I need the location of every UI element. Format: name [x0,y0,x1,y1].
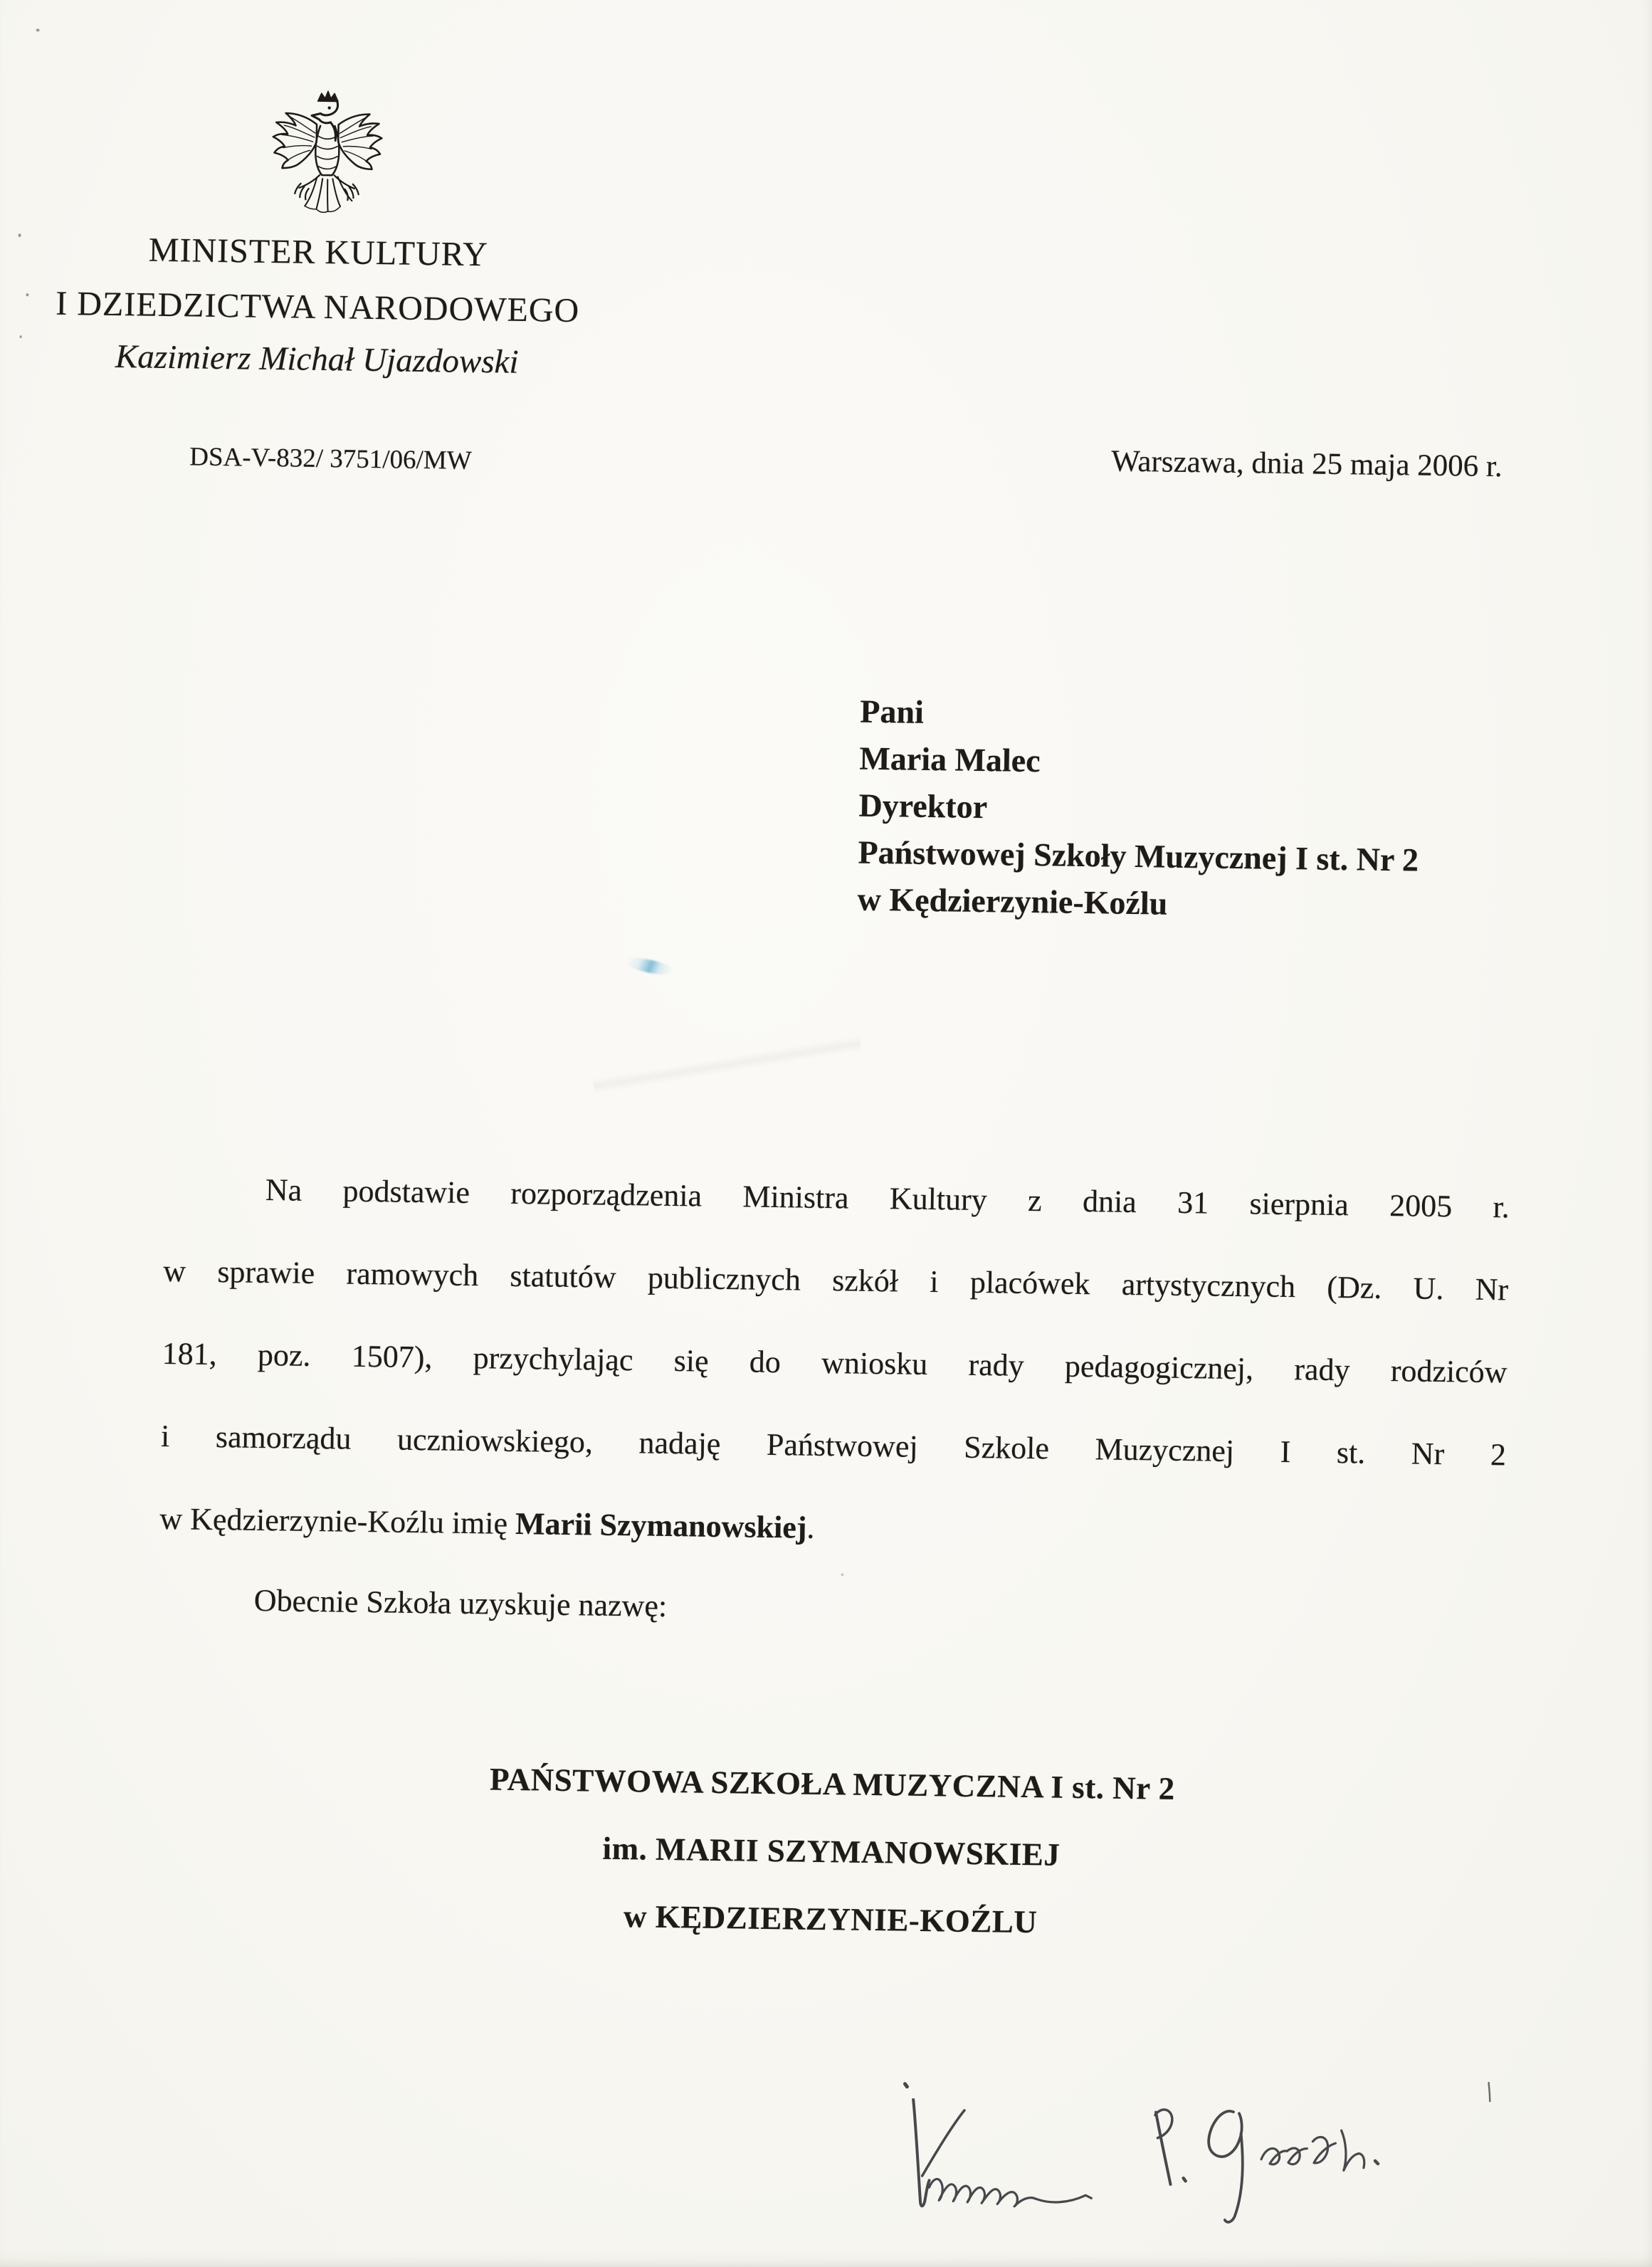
minister-title-line1: MINISTER KULTURY [148,231,489,274]
dateline: Warszawa, dnia 25 maja 2006 r. [1111,444,1503,484]
minister-title-line2: I DZIEDZICTWA NARODOWEGO [55,284,580,330]
body-paragraph-1 [159,1147,1510,1579]
paper-crease [590,1024,863,1106]
dust-speck [20,335,22,338]
school-name-line: im. MARII SZYMANOWSKIEJ [602,1830,1061,1873]
body-line: Na podstawie rozporządzenia Ministra Kultury z dnia 31 sierpnia 2005 r. [265,1172,1510,1225]
letterhead [45,221,591,389]
dust-speck [26,293,28,296]
handwritten-signature [875,2060,1504,2246]
ink-smudge [624,955,675,978]
school-name-line: w KĘDZIERZYNIE-KOŹLU [623,1898,1038,1940]
body-line: w sprawie ramowych statutów publicznych szkół i placówek artystycznych (Dz. U. Nr [162,1253,1509,1308]
body-paragraph-2: Obecnie Szkoła uzyskuje nazwę: [253,1582,668,1624]
recipient-line: Państwowej Szkoły Muzycznej I st. Nr 2 [858,833,1419,878]
recipient-line: Dyrektor [858,787,988,826]
minister-name: Kazimierz Michał Ujazdowski [115,337,519,381]
body-line-text: . [806,1510,815,1545]
body-line: 181, poz. 1507), przychylając się do wniosku rady pedagogicznej, rady rodziców [162,1336,1508,1390]
polish-eagle-emblem [268,89,386,217]
body-line: i samorządu uczniowskiego, nadaję Państwowej Szkole Muzycznej I st. Nr 2 [160,1419,1507,1473]
dust-speck [841,1573,843,1576]
body-line-text: w Kędzierzynie-Koźlu imię [159,1500,516,1541]
recipient-block [857,688,1421,931]
honoree-name: Marii Szymanowskiej [515,1505,807,1545]
dust-speck [19,233,21,237]
reference-number: DSA-V-832/ 3751/06/MW [189,442,472,475]
recipient-line: Maria Malec [859,740,1041,779]
new-school-name-block [154,1741,1509,1963]
dust-speck [36,28,40,31]
recipient-line: w Kędzierzynie-Koźlu [857,880,1168,922]
recipient-line: Pani [860,693,925,730]
school-name-line: PAŃSTWOWA SZKOŁA MUZYCZNA I st. Nr 2 [489,1761,1176,1806]
